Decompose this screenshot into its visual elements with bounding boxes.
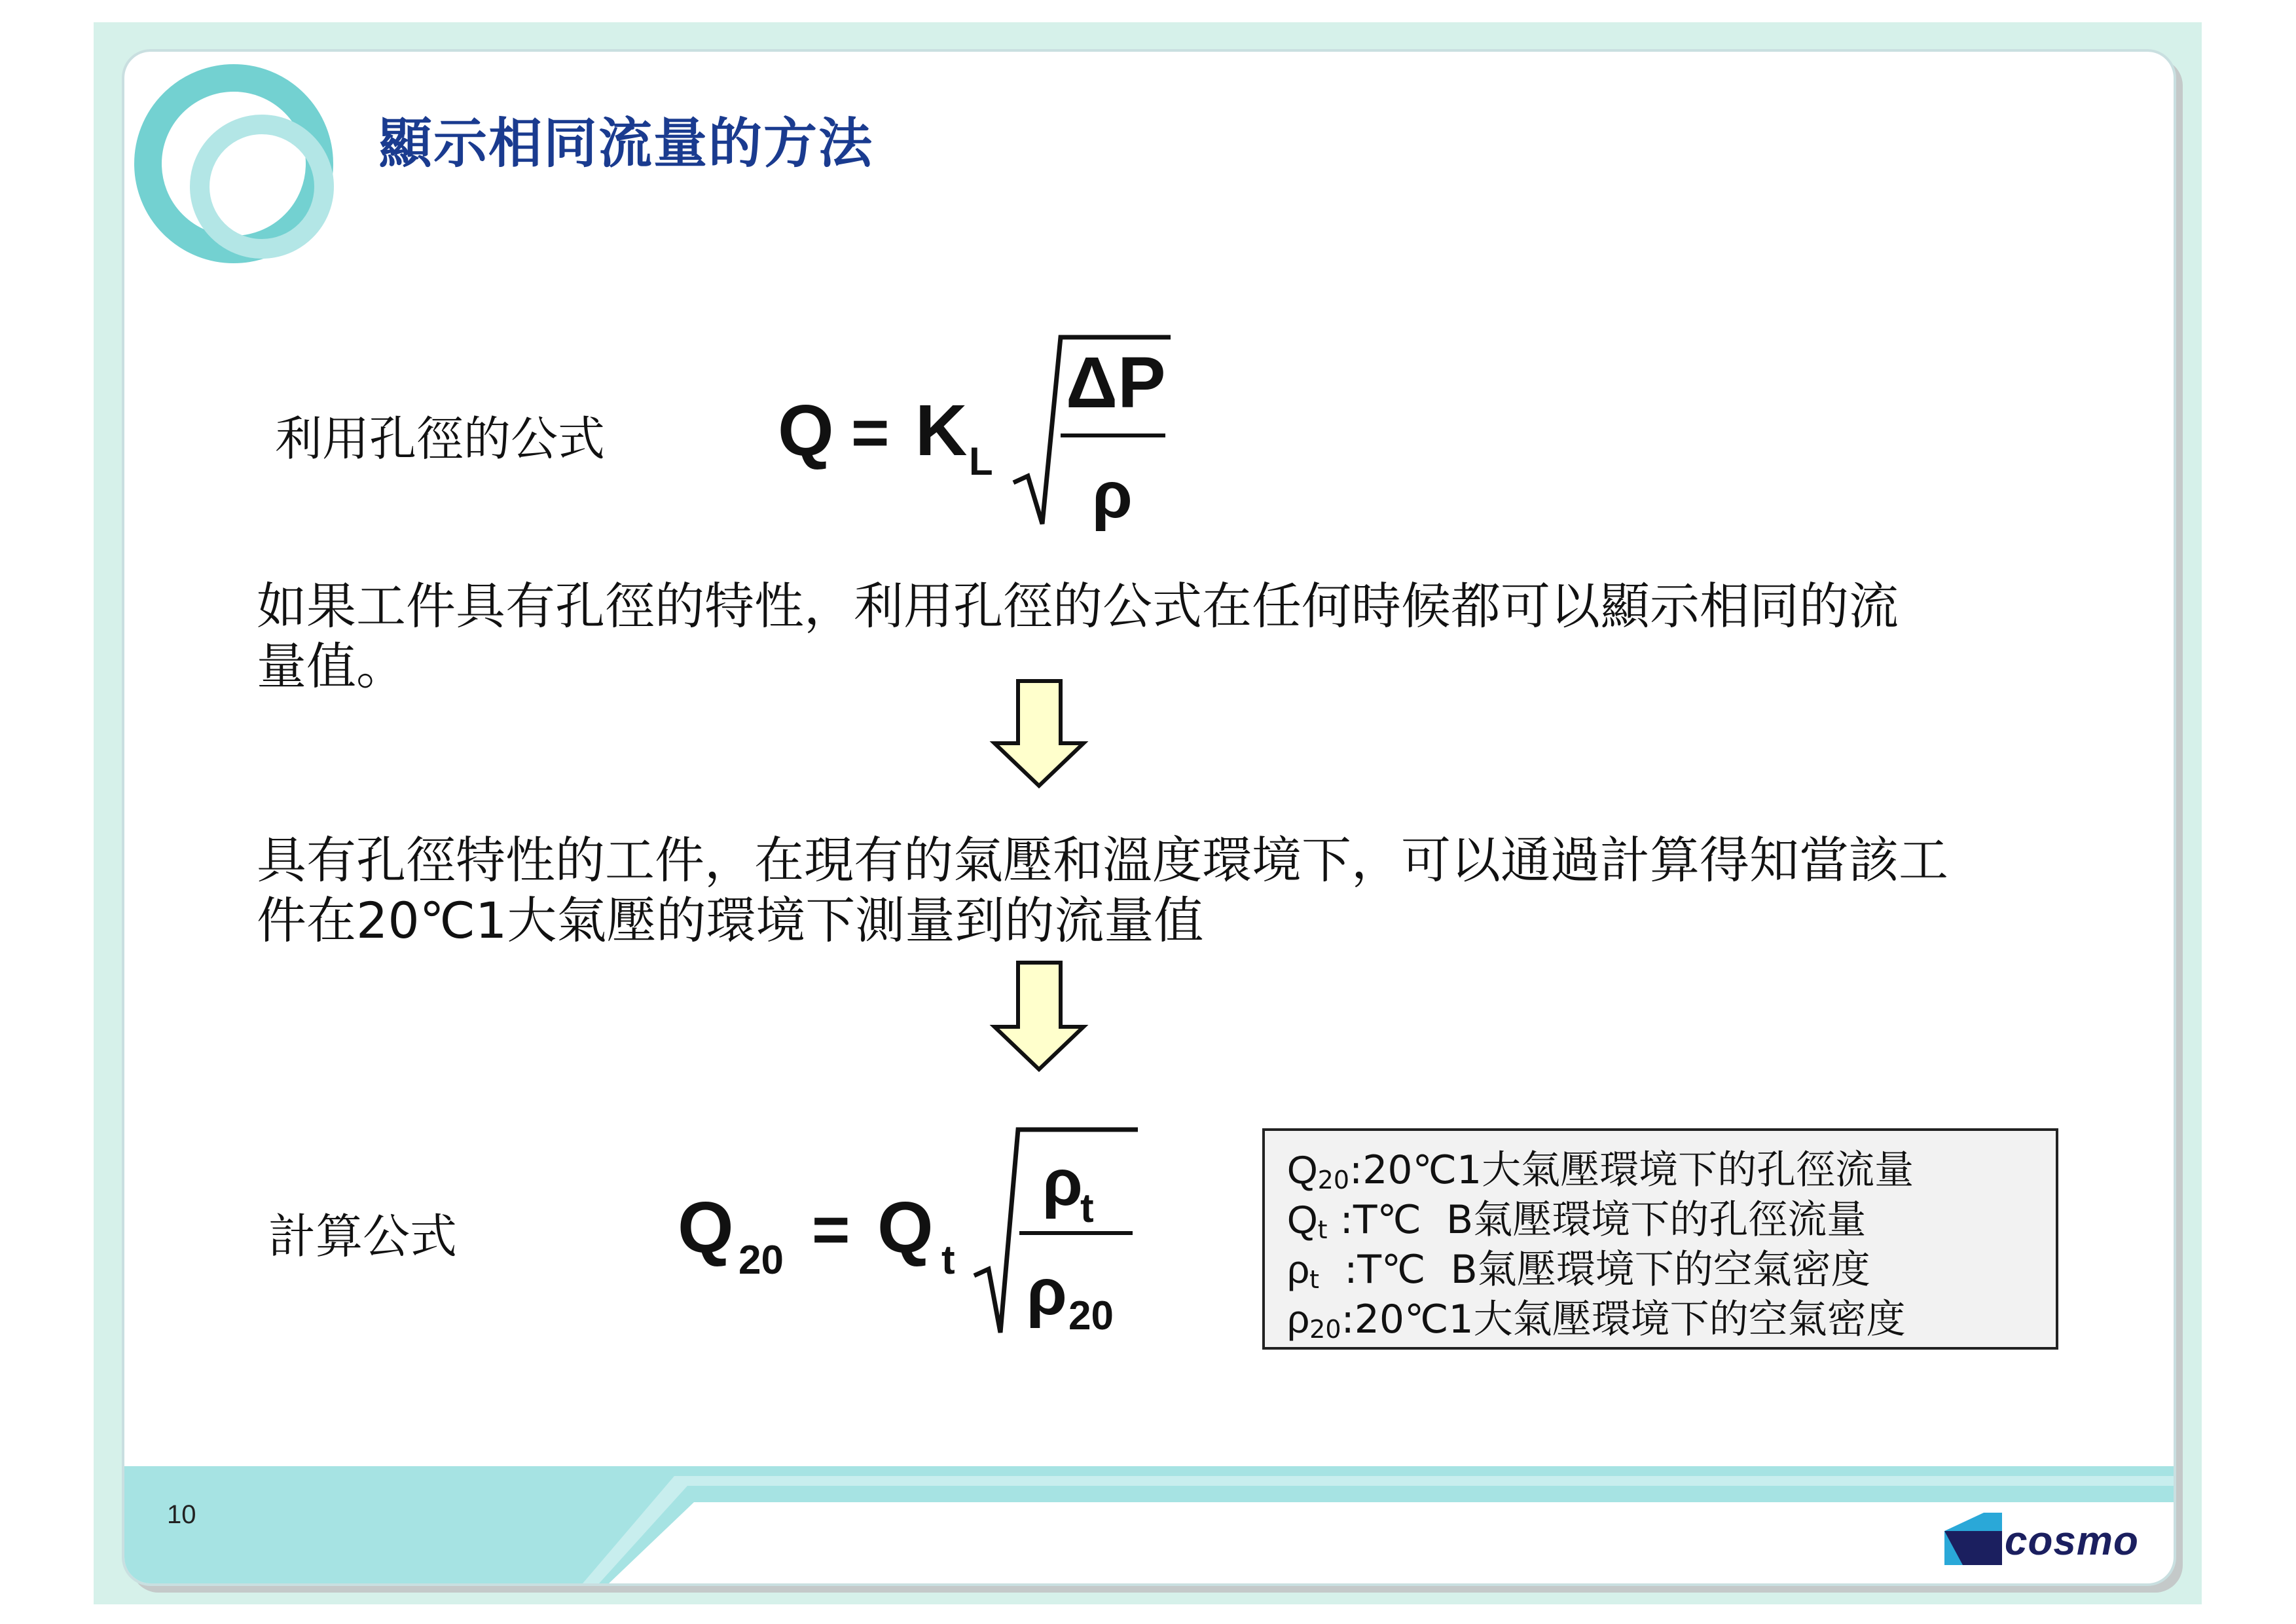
paragraph-1-line-2: 量值。 <box>257 637 406 695</box>
page-number: 10 <box>167 1500 196 1529</box>
formula2-numerator: ρ <box>1042 1146 1083 1219</box>
paragraph-2-line-2: 件在20℃1大氣壓的環境下測量到的流量值 <box>257 891 1204 950</box>
legend-separator: : <box>1341 1297 1355 1342</box>
paragraph-1-line-1: 如果工件具有孔徑的特性，利用孔徑的公式在任何時候都可以顯示相同的流 <box>257 577 1899 635</box>
legend-description: T℃ B氣壓環境下的孔徑流量 <box>1353 1197 1867 1243</box>
paragraph-2-line-1: 具有孔徑特性的工件，在現有的氣壓和溫度環境下，可以通過計算得知當該工 <box>257 831 1948 889</box>
explanation-paragraph-1 <box>257 576 1899 697</box>
formula1-denominator: ρ <box>1092 458 1133 532</box>
formula2-equals: = <box>812 1193 850 1266</box>
legend-subscript: t <box>1309 1265 1320 1294</box>
decorative-ring-small-icon <box>190 115 334 259</box>
legend-item <box>1287 1139 1914 1195</box>
legend-separator: : <box>1319 1247 1358 1293</box>
legend-symbol: Q <box>1287 1198 1318 1242</box>
legend-description: T℃ B氣壓環境下的空氣密度 <box>1357 1247 1870 1293</box>
legend-item <box>1287 1288 1906 1344</box>
formula2-numerator-sub: t <box>1080 1186 1094 1231</box>
formula2-denominator: ρ <box>1027 1255 1067 1329</box>
formula1-lhs: Q <box>778 390 834 471</box>
orifice-formula-label: 利用孔徑的公式 <box>275 411 606 466</box>
legend-subscript: 20 <box>1317 1166 1350 1194</box>
formula2-lhs-sub: 20 <box>738 1238 784 1283</box>
formula2-denominator-sub: 20 <box>1068 1293 1114 1338</box>
formula2-rhs-sub: t <box>941 1238 955 1283</box>
explanation-paragraph-2 <box>257 830 1948 951</box>
legend-item <box>1287 1189 1866 1245</box>
legend-subscript: 20 <box>1309 1315 1341 1344</box>
formula1-numerator: ΔP <box>1066 342 1166 423</box>
legend-separator: : <box>1327 1197 1353 1243</box>
page-title: 顯示相同流量的方法 <box>378 113 874 175</box>
formula1-coef-sub: L <box>969 439 993 483</box>
calc-formula-label: 計算公式 <box>268 1209 458 1264</box>
slide-card <box>124 52 2174 1583</box>
legend-description: 20℃1大氣壓環境下的孔徑流量 <box>1362 1147 1914 1193</box>
variable-legend-box <box>1262 1128 2058 1350</box>
formula2-rhs: Q <box>877 1187 934 1268</box>
legend-description: 20℃1大氣壓環境下的空氣密度 <box>1354 1297 1906 1342</box>
cosmo-logo-text: cosmo <box>2005 1519 2139 1564</box>
legend-subscript: t <box>1317 1215 1328 1244</box>
legend-separator: : <box>1349 1147 1363 1193</box>
formula2-lhs: Q <box>678 1187 734 1268</box>
footer-band <box>124 52 2174 1583</box>
formula1-coef: K <box>915 390 968 471</box>
legend-symbol: ρ <box>1287 1297 1310 1341</box>
formula1-equals: = <box>851 396 890 470</box>
legend-item <box>1287 1238 1870 1295</box>
legend-symbol: ρ <box>1287 1247 1310 1291</box>
legend-symbol: Q <box>1287 1148 1318 1192</box>
